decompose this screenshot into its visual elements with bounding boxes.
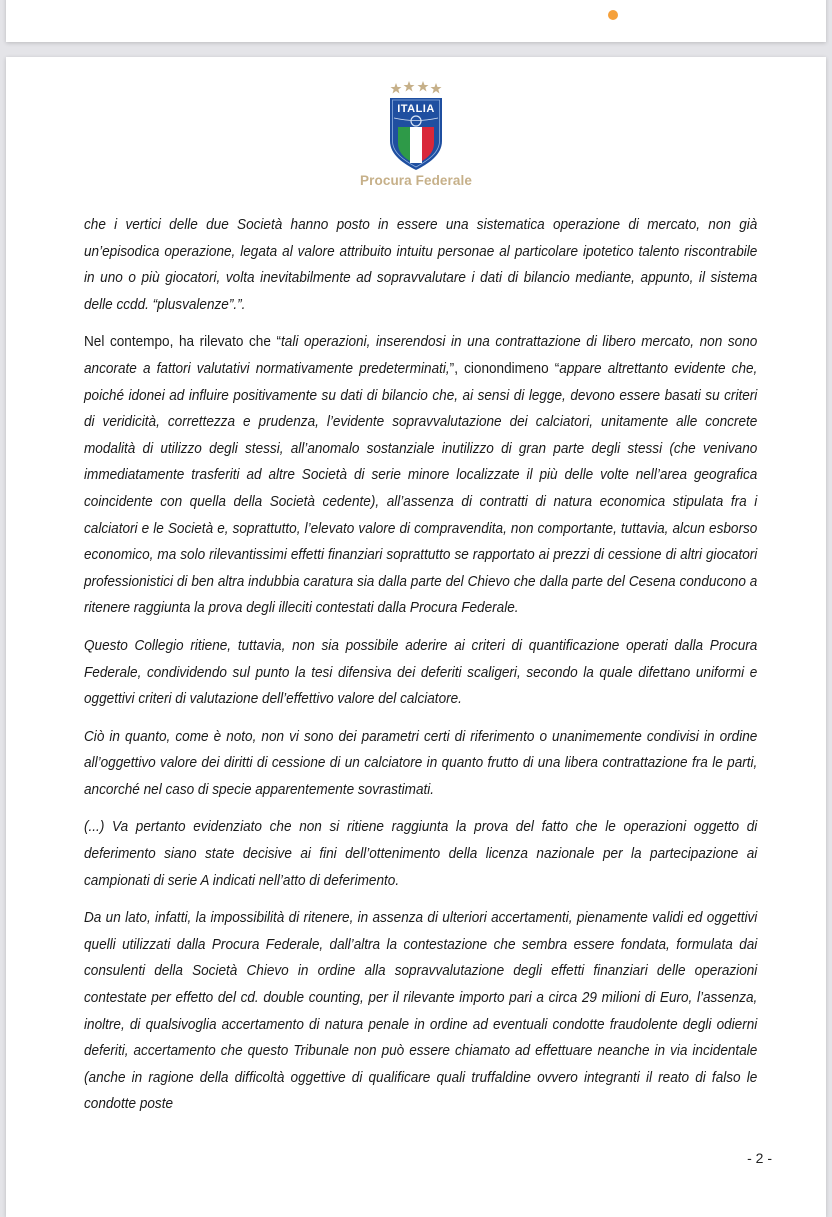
organization-name: Procura Federale bbox=[360, 173, 472, 188]
paragraph bbox=[84, 212, 757, 318]
paragraph-text: (...) Va pertanto evidenziato che non si ritiene raggiunta la prova del fatto che le operazioni oggetto di deferimento siano state decisive ai fini dell’ottenimento della licenza nazionale per la partecipazione ai campionati di serie A indicati nell’atto di deferimento. bbox=[84, 819, 758, 889]
previous-page bbox=[6, 0, 826, 42]
page-header bbox=[6, 79, 826, 188]
paragraph-text: Nel contempo, ha rilevato che “ bbox=[84, 334, 282, 351]
paragraph bbox=[84, 905, 757, 1118]
paragraph bbox=[84, 814, 757, 894]
stars-icon bbox=[391, 81, 442, 94]
paragraph-text: ”, cionondimeno “ bbox=[449, 360, 560, 377]
quoted-text: tali operazioni, inserendosi in una contrattazione di libero mercato, non sono ancorate a fattori valutativi normativamente predeterminati, bbox=[84, 334, 758, 377]
paragraph bbox=[84, 633, 757, 713]
paragraph-text: Ciò in quanto, come è noto, non vi sono dei parametri certi di riferimento o unanimemente condivisi in ordine all’oggettivo valore dei diritti di cessione di un calciatore in quanto frutto di una libera contrattazione fra le parti, ancorché nel caso di specie apparentemente sovrastimati. bbox=[84, 728, 758, 798]
paragraph-text: che i vertici delle due Società hanno posto in essere una sistematica operazione di mercato, non già un’episodica operazione, legata al valore attribuito intuitu personae al particolare ipotetico talento riscontrabile in uno o più giocatori, volta inevitabilmente ad sopravvalutare i dati di bilancio mediante, appunto, il sistema delle ccdd. “plusvalenze”.”. bbox=[84, 217, 758, 313]
logo-label: ITALIA bbox=[397, 103, 435, 115]
figc-crest-icon bbox=[386, 79, 446, 171]
paragraph bbox=[84, 724, 757, 804]
document-body bbox=[84, 212, 757, 1129]
paragraph-text: Questo Collegio ritiene, tuttavia, non sia possibile aderire ai criteri di quantificazione operati dalla Procura Federale, condividendo sul punto la tesi difensiva dei deferiti scaligeri, secondo la quale difettano uniformi e oggettivi criteri di valutazione dell’effettivo valore del calciatore. bbox=[84, 637, 758, 708]
document-page bbox=[6, 57, 826, 1217]
quoted-text: appare altrettanto evidente che, poiché idonei ad influire positivamente su dati di bilancio che, ai sensi di legge, devono essere basati su criteri di veridicità, correttezza e prudenza, l’evidente sopravvalutazione dei calciatori, unitamente alle concrete modalità di utilizzo degli stessi, all’anomalo sostanziale inutilizzo di gran parte degli stessi (che venivano immediatamente trasferiti ad altre Società di serie minore localizzate il più delle volte nell’area geografica coincidente con quella della Società cedente), all’assenza di contratti di natura economica stipulata fra i calciatori e le Società e, soprattutto, l’elevato valore di compravendita, non comportante, tuttavia, alcun esborso economico, ma solo rilevantissimi effetti finanziari soprattutto se rapportato ai prezzi di cessione di altri giocatori professionistici di ben altra indubbia caratura sia dalla parte del Chievo che dalla parte del Cesena conducono a ritenere raggiunta la prova degli illeciti contestati dalla Procura Federale. bbox=[84, 360, 758, 617]
paragraph-text: Da un lato, infatti, la impossibilità di ritenere, in assenza di ulteriori accertamenti, pienamente validi ed oggettivi quelli utilizzati dalla Procura Federale, dall’altra la contestazione che sembra essere fondata, formulata dai consulenti della Società Chievo in ordine alla sopravvalutazione degli effetti finanziari delle operazioni contestate per effetto del cd. double counting, per il rilevante importo pari a circa 29 milioni di Euro, l’assenza, inoltre, di qualsivoglia accertamento di natura penale in ordine ad eventuali condotte fraudolente degli odierni deferiti, accertamento che questo Tribunale non può essere chiamato ad effettuare neanche in via incidentale (anche in ragione della difficoltà oggettive di qualificare quali truffaldine ovvero integranti il reato di falso le condotte poste bbox=[84, 910, 758, 1113]
status-dot-icon bbox=[608, 10, 618, 20]
page-number: - 2 - bbox=[747, 1150, 772, 1166]
paragraph bbox=[84, 329, 757, 622]
